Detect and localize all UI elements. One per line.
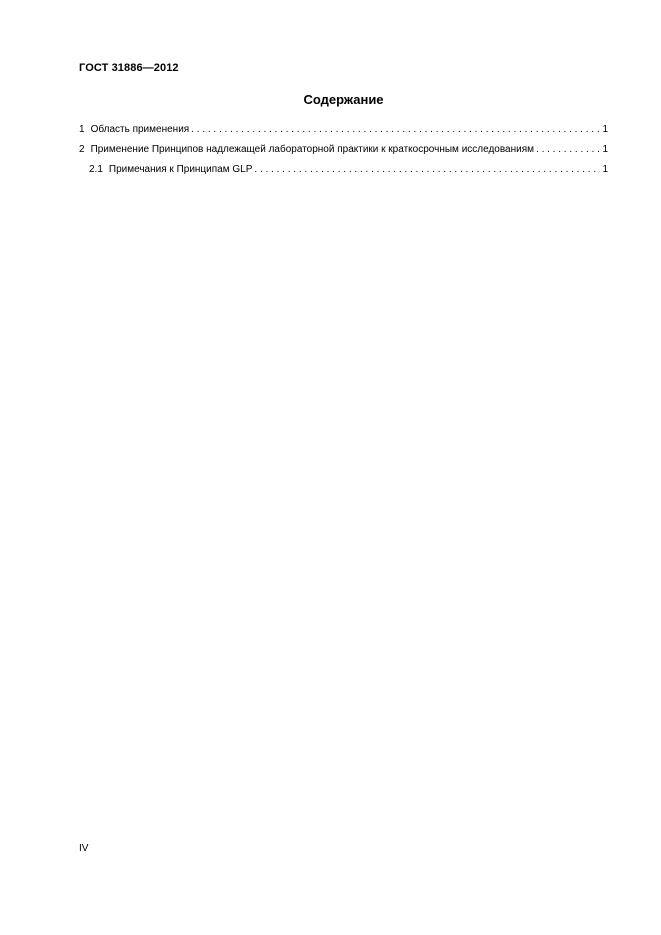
toc-entry-number: 2 (79, 144, 85, 155)
toc-entry-page: 1 (602, 144, 608, 155)
toc-entry[interactable] (79, 123, 608, 143)
toc-entry-number: 1 (79, 124, 85, 135)
toc-entry[interactable] (79, 163, 608, 183)
toc-entry[interactable] (79, 143, 608, 163)
toc-leader-dots (254, 163, 600, 177)
toc-title: Содержание (303, 92, 384, 107)
toc-entry-text: Применение Принципов надлежащей лабораторной практики к краткосрочным исследованиям (90, 144, 535, 155)
toc-entry-number: 2.1 (89, 164, 103, 175)
toc-leader-dots (191, 123, 600, 137)
toc-entry-text: Примечания к Принципам GLP (108, 164, 253, 175)
toc-leader-dots (536, 143, 600, 157)
toc-entry-text: Область применения (90, 124, 190, 135)
table-of-contents (79, 123, 608, 183)
toc-entry-page: 1 (602, 164, 608, 175)
toc-entry-page: 1 (602, 124, 608, 135)
page-number: IV (79, 843, 89, 854)
standard-designation: ГОСТ 31886—2012 (79, 62, 179, 74)
